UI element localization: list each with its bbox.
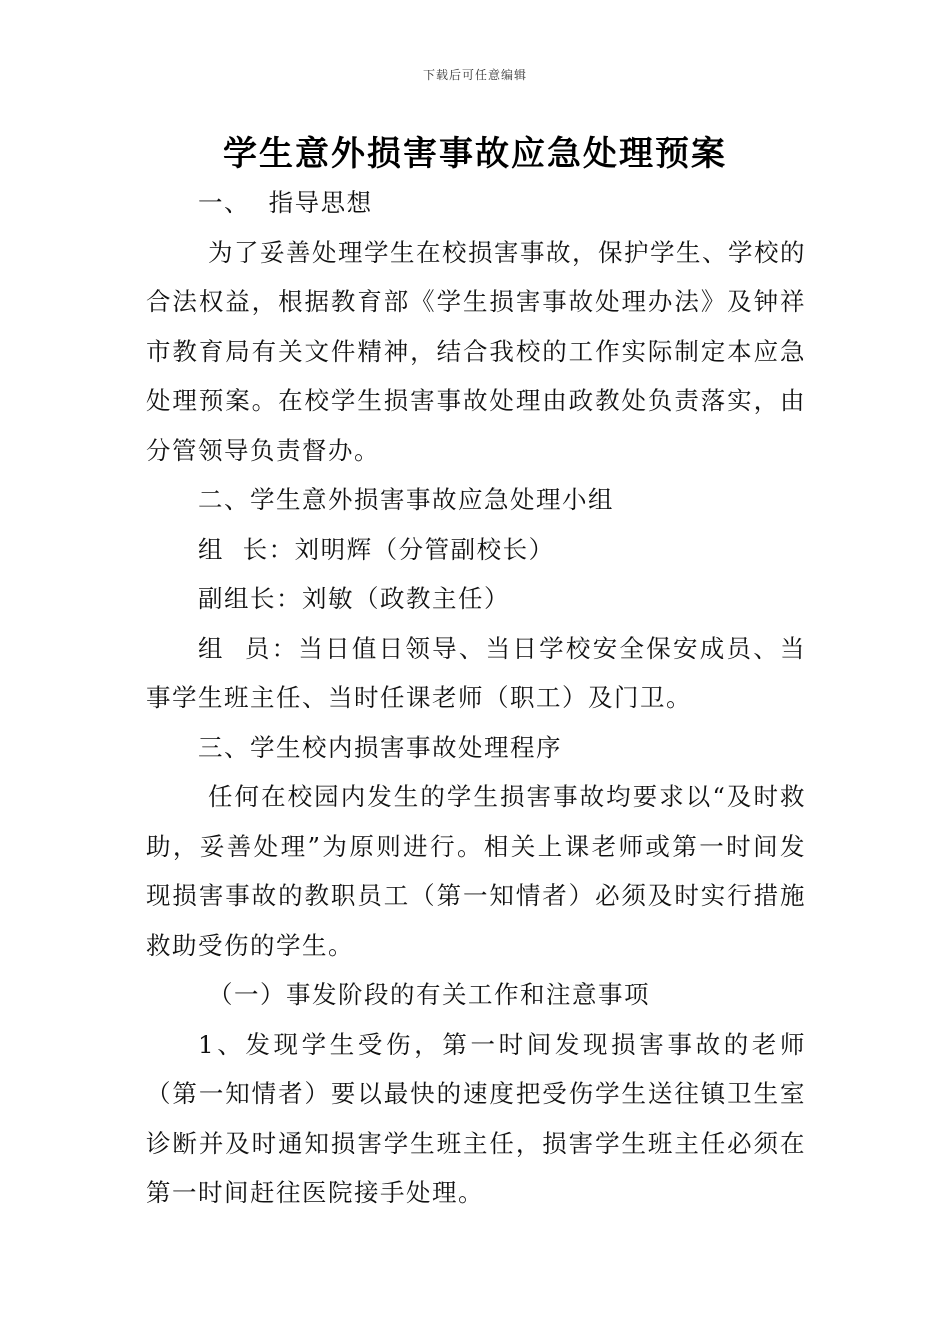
team-members-line: 组 员：当日值日领导、当日学校安全保安成员、当事学生班主任、当时任课老师（职工）及门卫。 [146, 633, 806, 712]
paragraph-item-1: 1、发现学生受伤，第一时间发现损害事故的老师（第一知情者）要以最快的速度把受伤学生送往镇卫生室诊断并及时通知损害学生班主任，损害学生班主任必须在第一时间赶往医院接手处理。 [146, 1029, 806, 1207]
section-heading-guiding-thought: 一、 指导思想 [198, 188, 373, 217]
section-heading-procedure: 三、学生校内损害事故处理程序 [198, 732, 562, 762]
header-note: 下载后可任意编辑 [422, 68, 527, 82]
subsection-heading-incident-stage: （一）事发阶段的有关工作和注意事项 [208, 980, 650, 1009]
team-leader-line: 组 长：刘明辉（分管副校长） [198, 534, 555, 564]
document-body [146, 178, 806, 1218]
document-title: 学生意外损害事故应急处理预案 [223, 134, 727, 174]
team-deputy-leader-line: 副组长：刘敏（政教主任） [198, 584, 510, 613]
paragraph-purpose: 为了妥善处理学生在校损害事故，保护学生、学校的合法权益，根据教育部《学生损害事故处理办法》及钟祥市教育局有关文件精神，结合我校的工作实际制定本应急处理预案。在校学生损害事故处理由政教处负责落实，由分管领导负责督办。 [146, 237, 806, 465]
section-heading-response-team: 二、学生意外损害事故应急处理小组 [198, 485, 614, 514]
paragraph-procedure-principle: 任何在校园内发生的学生损害事故均要求以“及时救助，妥善处理”为原则进行。相关上课老师或第一时间发现损害事故的教职员工（第一知情者）必须及时实行措施救助受伤的学生。 [146, 782, 806, 960]
